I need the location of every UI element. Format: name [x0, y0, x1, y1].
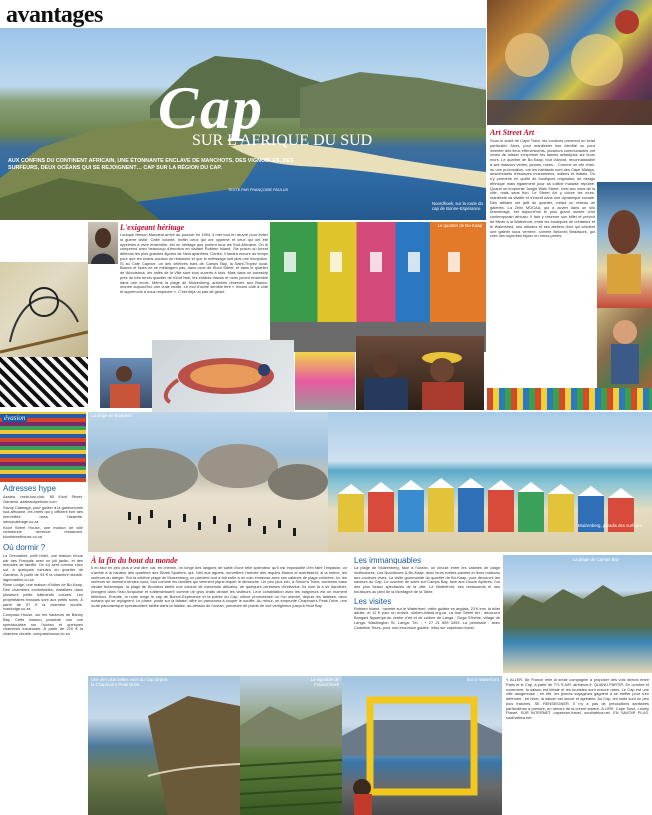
waterfront-photo	[342, 676, 502, 815]
end-world-body: Il en faut en peu plus à vrai dire, car, en chemin, on longe des langues de sable d'une telle splendeur qu'il est impossible d'en faire l'impasse, on s'arrête à la hauteur des quartiers des Shark Spotters, qui, l'œil aux aguets, surveillent l'arrivée des requins blancs et avertissent, si la sirène, les surfeurs du danger. Sur la célèbre plage de Muizenberg, on parvient tout à fait enfin à un coin immense avec ses cabines de plage colorées. Ici, les surfeurs se donnent rendez-vous, tout comme les familles qui viennent pique-niquer le dimanche. Un peu plus loin, à Simon's Town, ancienne base navale britannique, la plage de Boulders abrite une colonie de manchots africains, de quelques centaines d'individus. Ils sont là à se dandiner, plongent dans l'eau turquoise et s'attendrissent comme de gros chats devant les visiteurs. Leur cohabitation avec les baigneurs est un moment délicieux. Ensuite, la route longe le cap de Bonne-Espérance et la pointe du Cap, ultime promontoire où l'on admire, depuis les falaises, deux océans qui se rejoignent. Le phare, posté sur la falaise, offre un panorama à couper le souffle. Au retour, on emprunte Chapman's Peak Drive, une route panoramique spectaculaire taillée dans la falaise, au-dessus de l'océan, ponctuée de points de vue vertigineux jusqu'à Hout Bay.	[91, 565, 347, 609]
street-art-text-block	[487, 126, 597, 388]
heritage-text-block	[118, 222, 270, 340]
chameleon-art	[152, 340, 294, 412]
street-art-body: Sous le soleil de Cape Town, les couleurs prennent un éclat particulier. Alors, pour manifester leur identité ou pour inventer des lieux effervescents, plusieurs communautés ont choisi de laisser s'exprimer les talents artistiques sur leurs murs. Le quartier de Bo-Kaap, tout d'abord, reconnaissable à ses maisons vertes, jaunes, roses… Comme un clin d'œil, ou une provocation, car les habitants sont des Cape Malays, descendants d'esclaves indonésiens, indiens et malais. On s'y promène en quête de boutiques originales, de design ethnique mais également pour sa colline malaise réputée. Quand on emprunte Jungle Walk Street, c'est aux sons de la ville, mais sans fiori. Le Street Art y colore les murs, manifeste sa vitalité et s'inscrit dans une dynamique sociale. Des artistes ont jailli du quartier, créant un réseau de galeries. La Zeitz MOCAA, qui a ouvert dans un silo réaménagé, est aujourd'hui le plus grand musée d'art contemporain africain. Il faut y réserver son billet et prévoir de flâner à la Waterfront, entre les boutiques de créateurs et le Watershed, ses artisans et ses ateliers d'art qui côtoient une galerie sous verrière, comme Beloved Beadwork, qui crée des superbes bijoux en micro-perles.	[490, 138, 595, 239]
hero-title-big: Cap	[158, 75, 265, 141]
mural-portrait	[597, 182, 652, 308]
hero-byline: TEXTE PAR FRANÇOISE PAULUS	[228, 188, 288, 192]
addresses-item-0: Azalea, resto-bar-club, 60 Kloof Street, Gardens. azaleacapetown.com	[3, 494, 83, 504]
heritage-title: L'exigeant héritage	[120, 223, 185, 232]
bokaap-street-photo	[295, 352, 355, 410]
addresses-title: Adresses hype	[3, 484, 56, 493]
unmissables-body: La plage de Muizenberg, face à l'océan, on circule entre les cabines de plage multicolores. Les Noordhoek & Bo-Kaap, avec leurs ruelles pavées et leurs maisons aux couleurs vives. La visite gourmande du quartier de Bo-Kaap, pour découvrir les saveurs du Cap. Le coucher de soleil sur Camps Bay, face aux Douze Apôtres, l'un des plus beaux spectacles de la ville. Le Waterfront, ses restaurants et ses boutiques au pied de la Montagne de la Table.	[354, 565, 500, 594]
evasion-label: évasion	[4, 414, 26, 422]
chapmans-photo	[88, 676, 240, 815]
street-art-title: Art Street Art	[490, 128, 535, 137]
sleep-item-2: Compass House, sur les hauteurs de Bantry Bay. Cette maison possède une vue spectaculaire sur l'océan et quelques chambres luxueuses. À partir de 220 € la chambre double. compasshouse.co.za	[3, 612, 83, 637]
musician-photo	[100, 358, 152, 408]
street-art-photo-top	[487, 0, 652, 125]
beach-huts	[328, 412, 652, 552]
vineyard-caption: Le vignoble de Franschhoek	[311, 677, 339, 687]
mural-figure	[597, 308, 652, 388]
waterfront-caption: Sur le Waterfront	[466, 677, 499, 682]
street-art-photo-bottom	[597, 308, 652, 388]
musician-shape	[100, 358, 152, 408]
beadwork-photo	[487, 388, 652, 410]
hat-men-photo	[356, 336, 484, 410]
textiles-photo	[0, 412, 86, 482]
sleep-item-1: Rose Lodge, une maison d'hôtes de Bo-Kaap. Des chambres confortables, installées dans plusieurs petits bâtiments colorés. Les propriétaires français sont aux petits soins. À partir de 57 € la chambre double. roselodge.co.za	[3, 582, 83, 612]
men-shapes	[356, 336, 484, 410]
campsbay-photo	[503, 555, 652, 673]
bokaap-caption: Le quartier de Bo-Kaap	[437, 223, 482, 228]
vineyard-photo	[240, 676, 342, 815]
portrait-shape	[88, 222, 118, 264]
boulders-photo	[88, 412, 328, 552]
addresses-item-1: Savoy Cabbage, pour goûter à la gastronomie sud-africaine, les chefs qui y officient font des merveilles dans l'assiette. savoycabbage.co.za	[3, 504, 83, 524]
vineyard-rows	[240, 676, 342, 815]
campsbay-caption: La plage de Camps Bay	[573, 557, 619, 562]
logo: avantages	[6, 2, 103, 28]
wall-mural-photo	[0, 262, 88, 357]
end-world-title: À la fin du bout du monde	[91, 556, 178, 565]
street-art-photo-mid	[597, 182, 652, 308]
addresses-item-2: Kloof Street House, une maison de ville victorienne devenue restaurant. kloofstreethouse.co.za	[3, 524, 83, 540]
mural-shapes	[487, 0, 652, 125]
mandela-photo	[88, 222, 118, 264]
chameleon-photo	[152, 340, 294, 412]
chapmans-caption: Une des plus belles vues du Cap depuis la Chapman's Peak Drive	[91, 677, 168, 687]
twelve-apostles	[503, 555, 652, 673]
sleep-title: Où dormir ?	[3, 542, 46, 552]
hero-photo-caption: Noordhoek, sur la route du cap de Bonne-Espérance	[432, 201, 483, 211]
bokaap-photo	[270, 222, 486, 352]
practical-block	[503, 676, 652, 815]
visits-body: Robben Island : navette sur le Waterfront, visite guidée en anglais, 23 € env. la billet adulte, et 12 € pour un enfant. robben-island.org.za. La tour Street Art : découvrir Bongani Ngwenya au centre d'art et de culture de Langa ; Guga S'thebe, village de Langa. Washington St, Langa. Tél. : + 27 21 695 3493. La péninsule : avec Coastline Tours, pour une excursion guidée. infos sur capetown.travel.	[354, 605, 500, 630]
muizenberg-caption: Muizenberg, paradis des surfeurs	[578, 523, 642, 528]
table-mountain-frame	[342, 676, 502, 815]
visits-title: Les visites	[354, 596, 392, 606]
heritage-body: Lorsque Nelson Mandela arrive au pouvoir en 1994, il met tout en œuvre pour éviter la guerre civile. Cette volonté, inviter ceux qui ont opprimé et ceux qui ont été opprimés à vivre ensemble, est un héritage que portent tous les Sud-Africains. On le comprend avec beaucoup d'émotion en visitant Robben Island, l'île prison où furent détenus les plus grandes figures de l'anti-apartheid. Certes, il faudra encore du temps pour que les écarts sociaux se réduisent et que le métissage soit plus une exception. Si au Cafe Caprice, un des célèbres bars de Camps Bay, la Saint-Tropez local, Blancs et Noirs ne se mélangent pas, dans ceux de Kloof Street, et dans le quartier de Woodstock, les cafés de la Ville sont tous ouverts à tous. Mais dans un township près du très tendu quartier de Kloof Nek, les enfants blancs et noirs jouent ensemble dans une école. Même la plage de Muizenberg, autrefois réservée aux Blancs, montre aujourd'hui une vraie mixité. Le mot d'ordre semble être « Vivons côte à côte et apprenons à nous respecter ». C'est déjà un pas de géant.	[120, 232, 268, 295]
hero-title-sub: SUR L'AFRIQUE DU SUD	[192, 132, 373, 149]
boulders-caption: La plage de Boulders	[91, 413, 132, 418]
chapmans-cliffs	[88, 676, 240, 815]
hero-photo	[0, 28, 486, 220]
masthead	[0, 0, 486, 30]
unmissables-block	[352, 555, 502, 673]
end-world-block	[88, 555, 350, 673]
practical-body: Y ALLER. Air France relie la seule compagnie à proposer des vols directs entre Paris et le Cap, à partir de 771 € A/R. airfrance.fr. QUAND PARTIR. En octobre et novembre, la saison est idéale et les touristes sont encore rares. Le Cap est une ville dangereuse ; en été, les jeunes voyageurs gagnent à se méfier pour s'en défendre ; en hiver, la saison est douce et agréable. Au Cap, les nuits sont un peu plus fraîches. SE RENSEIGNER. Il n'y a pas de précautions sanitaires particulières à prendre, en dehors de la crème solaire. À LIRE. Cape Town, Lonely Planet. SUR INTERNET. capetown.travel, southafrica.net. EN SAVOIR PLUS. southafrica.net	[506, 677, 649, 721]
boulders-scene	[88, 412, 328, 552]
sleep-item-0: La Grenadine, petit hôtel, une maison tenue par des Français avec un joli jardin, et des meubles de famille. On s'y sent comme chez soi, à quelques minutes du quartier de Gardens. À partir de 94 € la chambre double. lagrenadine.co.za	[3, 552, 83, 582]
addresses-block	[0, 482, 86, 815]
bokaap-windows	[270, 222, 486, 352]
zebra-shoe-photo	[0, 357, 88, 407]
hero-intro: AUX CONFINS DU CONTINENT AFRICAIN, UNE ÉTONNANTE ENCLAVE DE MANCHOTS, DES VIGNOBLES, DES SURFEURS, DEUX OCÉANS QUI SE REJOIGNENT… CAP SUR LA RÉGION DU CAP.	[8, 158, 294, 171]
unmissables-title: Les immanquables	[354, 556, 422, 565]
muizenberg-photo	[328, 412, 652, 552]
mural-sketch	[0, 262, 88, 357]
